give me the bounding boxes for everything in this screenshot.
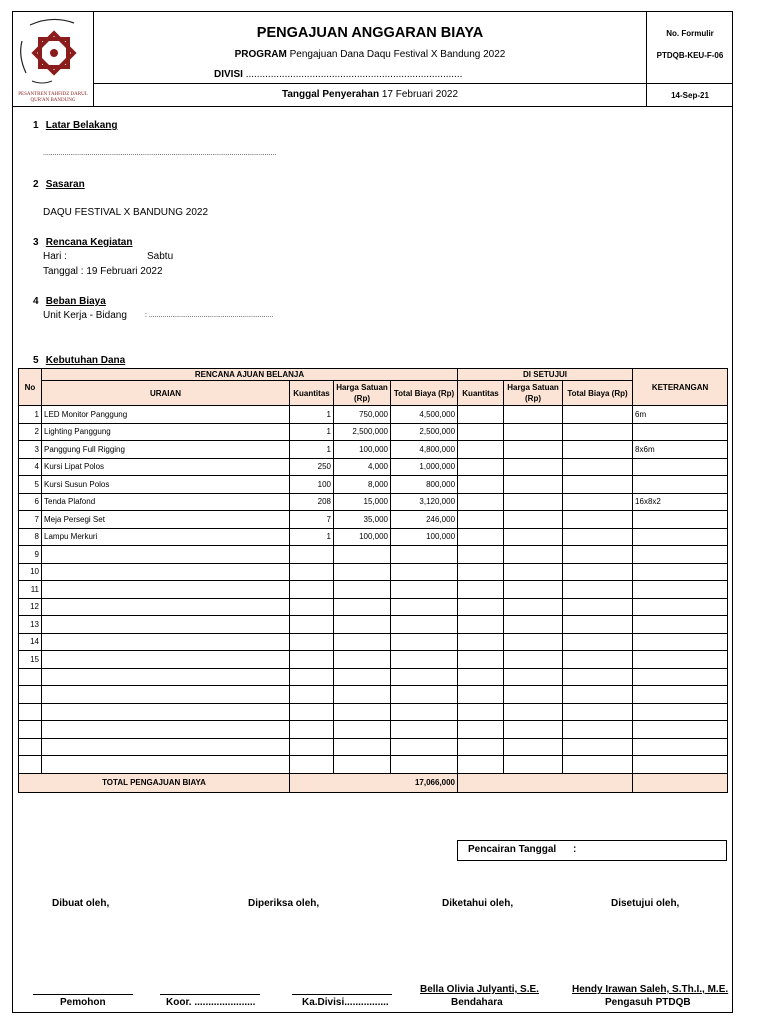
table-row [19, 511, 728, 529]
form-number-box [646, 11, 733, 106]
sig-dibuat: Dibuat oleh, [52, 898, 110, 909]
row-no [19, 721, 42, 739]
row-uraian [42, 703, 290, 721]
divisi-label: DIVISI [214, 69, 243, 80]
row-total [391, 668, 458, 686]
row-kuantitas: 1 [290, 528, 334, 546]
row-harga-setuju[interactable] [504, 441, 563, 459]
row-no: 10 [19, 563, 42, 581]
section-label: Kebutuhan Dana [45, 355, 126, 366]
unit-kerja-label: Unit Kerja - Bidang [43, 310, 127, 321]
row-uraian [42, 616, 290, 634]
row-harga [334, 703, 391, 721]
row-harga [334, 563, 391, 581]
role-bendahara: Bendahara [451, 997, 503, 1008]
table-row [19, 563, 728, 581]
row-harga [334, 598, 391, 616]
row-total-setuju[interactable] [563, 406, 633, 424]
row-keterangan [633, 581, 728, 599]
row-keterangan [633, 423, 728, 441]
row-total-setuju[interactable] [563, 598, 633, 616]
row-keterangan [633, 511, 728, 529]
table-row [19, 581, 728, 599]
row-uraian [42, 563, 290, 581]
row-harga: 4,000 [334, 458, 391, 476]
logo-caption: PESANTREN TAHFIDZ DARUL QUR'AN BANDUNG [18, 92, 88, 103]
total-disetujui[interactable] [458, 773, 633, 792]
table-header-row [19, 369, 728, 381]
row-total-setuju[interactable] [563, 686, 633, 704]
sig-disetujui: Disetujui oleh, [611, 898, 680, 909]
row-harga-setuju[interactable] [504, 598, 563, 616]
header-harga-setuju: Harga Satuan (Rp) [504, 381, 563, 406]
row-uraian [42, 651, 290, 669]
table-row [19, 528, 728, 546]
form-no-divider [647, 83, 733, 84]
tanggal-kegiatan: Tanggal : 19 Februari 2022 [43, 266, 163, 277]
row-harga [334, 721, 391, 739]
row-keterangan [633, 528, 728, 546]
row-uraian [42, 738, 290, 756]
row-keterangan [633, 616, 728, 634]
row-total: 2,500,000 [391, 423, 458, 441]
table-row [19, 738, 728, 756]
row-keterangan [633, 686, 728, 704]
signature-line-kadivisi [292, 994, 392, 995]
section-sasaran [33, 179, 85, 190]
pencairan-box[interactable] [457, 840, 727, 861]
row-kuantitas [290, 686, 334, 704]
row-keterangan [633, 668, 728, 686]
logo-emblem-icon [12, 11, 94, 93]
row-harga-setuju[interactable] [504, 423, 563, 441]
table-row [19, 703, 728, 721]
divisi-line [94, 69, 646, 80]
row-no [19, 668, 42, 686]
signature-line-koor [160, 994, 260, 995]
unit-kerja-value[interactable]: : ................................................................ [145, 312, 274, 319]
header-bottom-border [12, 106, 733, 107]
section-number: 4 [33, 296, 39, 307]
row-keterangan [633, 598, 728, 616]
pengasuh-name: Hendy Irawan Saleh, S.Th.I., M.E. [572, 984, 729, 995]
table-row [19, 756, 728, 774]
row-kuantitas-setuju[interactable] [458, 441, 504, 459]
row-no: 6 [19, 493, 42, 511]
row-kuantitas-setuju[interactable] [458, 458, 504, 476]
row-uraian: Lampu Merkuri [42, 528, 290, 546]
row-total: 1,000,000 [391, 458, 458, 476]
row-harga: 15,000 [334, 493, 391, 511]
row-harga [334, 738, 391, 756]
row-uraian [42, 581, 290, 599]
row-uraian: Kursi Lipat Polos [42, 458, 290, 476]
form-header [12, 11, 733, 106]
row-kuantitas [290, 633, 334, 651]
pencairan-sep: : [572, 844, 577, 855]
row-kuantitas [290, 581, 334, 599]
row-harga-setuju[interactable] [504, 756, 563, 774]
signature-line-pemohon [33, 994, 133, 995]
row-harga [334, 616, 391, 634]
table-row [19, 668, 728, 686]
header-keterangan: KETERANGAN [633, 369, 728, 406]
row-total: 3,120,000 [391, 493, 458, 511]
row-uraian: Meja Persegi Set [42, 511, 290, 529]
row-no: 12 [19, 598, 42, 616]
row-total-setuju[interactable] [563, 651, 633, 669]
row-no: 15 [19, 651, 42, 669]
row-kuantitas-setuju[interactable] [458, 528, 504, 546]
row-keterangan [633, 738, 728, 756]
table-row [19, 546, 728, 564]
row-keterangan [633, 546, 728, 564]
row-kuantitas [290, 668, 334, 686]
table-row [19, 493, 728, 511]
row-total: 4,800,000 [391, 441, 458, 459]
row-kuantitas-setuju[interactable] [458, 616, 504, 634]
row-kuantitas [290, 598, 334, 616]
row-kuantitas [290, 703, 334, 721]
row-total [391, 563, 458, 581]
row-no: 11 [19, 581, 42, 599]
latar-belakang-text[interactable]: ........................................................................................................................ [43, 150, 277, 157]
row-total-setuju[interactable] [563, 721, 633, 739]
row-keterangan [633, 756, 728, 774]
row-total [391, 633, 458, 651]
header-total: Total Biaya (Rp) [391, 381, 458, 406]
row-total [391, 703, 458, 721]
row-no: 7 [19, 511, 42, 529]
table-row [19, 458, 728, 476]
row-uraian [42, 668, 290, 686]
row-total-setuju[interactable] [563, 756, 633, 774]
row-keterangan: 16x8x2 [633, 493, 728, 511]
row-harga-setuju[interactable] [504, 581, 563, 599]
table-row [19, 633, 728, 651]
row-kuantitas: 250 [290, 458, 334, 476]
row-keterangan: 8x6m [633, 441, 728, 459]
row-uraian [42, 546, 290, 564]
row-uraian: Tenda Plafond [42, 493, 290, 511]
row-total-setuju[interactable] [563, 476, 633, 494]
role-pengasuh: Pengasuh PTDQB [605, 997, 691, 1008]
role-koor: Koor. ...................... [166, 997, 256, 1008]
row-no: 4 [19, 458, 42, 476]
row-kuantitas: 208 [290, 493, 334, 511]
role-kadivisi: Ka.Divisi................ [302, 997, 389, 1008]
row-harga: 100,000 [334, 528, 391, 546]
row-keterangan [633, 721, 728, 739]
row-kuantitas: 1 [290, 441, 334, 459]
row-keterangan [633, 563, 728, 581]
table-row [19, 423, 728, 441]
row-harga [334, 581, 391, 599]
row-harga-setuju[interactable] [504, 616, 563, 634]
row-total [391, 738, 458, 756]
row-total [391, 686, 458, 704]
row-kuantitas-setuju[interactable] [458, 756, 504, 774]
row-uraian [42, 686, 290, 704]
row-kuantitas-setuju[interactable] [458, 406, 504, 424]
sig-diketahui: Diketahui oleh, [442, 898, 514, 909]
row-uraian: LED Monitor Panggung [42, 406, 290, 424]
total-keterangan [633, 773, 728, 792]
row-no: 13 [19, 616, 42, 634]
row-total-setuju[interactable] [563, 703, 633, 721]
row-harga-setuju[interactable] [504, 633, 563, 651]
row-kuantitas-setuju[interactable] [458, 423, 504, 441]
row-harga [334, 651, 391, 669]
table-subheader-row [19, 381, 728, 406]
row-kuantitas-setuju[interactable] [458, 581, 504, 599]
row-no: 2 [19, 423, 42, 441]
row-harga [334, 686, 391, 704]
row-kuantitas-setuju[interactable] [458, 546, 504, 564]
tanggal-label: Tanggal Penyerahan [281, 89, 380, 100]
section-rencana-kegiatan [33, 237, 132, 248]
row-total [391, 756, 458, 774]
row-harga-setuju[interactable] [504, 476, 563, 494]
form-title: PENGAJUAN ANGGARAN BIAYA [256, 25, 484, 41]
table-row [19, 441, 728, 459]
row-harga: 2,500,000 [334, 423, 391, 441]
row-total-setuju[interactable] [563, 616, 633, 634]
total-value: 17,066,000 [290, 773, 458, 792]
row-kuantitas-setuju[interactable] [458, 476, 504, 494]
row-kuantitas: 7 [290, 511, 334, 529]
row-keterangan [633, 703, 728, 721]
header-no: No [19, 369, 42, 406]
row-keterangan [633, 458, 728, 476]
row-harga: 35,000 [334, 511, 391, 529]
section-number: 5 [33, 355, 39, 366]
row-harga-setuju[interactable] [504, 458, 563, 476]
row-kuantitas [290, 721, 334, 739]
row-kuantitas [290, 616, 334, 634]
row-no: 14 [19, 633, 42, 651]
role-pemohon: Pemohon [60, 997, 106, 1008]
table-row [19, 721, 728, 739]
logo [12, 11, 94, 106]
row-kuantitas-setuju[interactable] [458, 633, 504, 651]
row-total-setuju[interactable] [563, 563, 633, 581]
row-kuantitas [290, 738, 334, 756]
row-total: 800,000 [391, 476, 458, 494]
hari-label: Hari : [43, 251, 67, 262]
row-harga-setuju[interactable] [504, 703, 563, 721]
row-kuantitas-setuju[interactable] [458, 721, 504, 739]
row-harga-setuju[interactable] [504, 511, 563, 529]
program-value: Pengajuan Dana Daqu Festival X Bandung 2022 [289, 49, 506, 60]
row-kuantitas-setuju[interactable] [458, 651, 504, 669]
row-uraian [42, 756, 290, 774]
row-kuantitas-setuju[interactable] [458, 493, 504, 511]
row-harga-setuju[interactable] [504, 668, 563, 686]
row-total [391, 598, 458, 616]
row-total-setuju[interactable] [563, 668, 633, 686]
row-kuantitas: 1 [290, 406, 334, 424]
row-total [391, 581, 458, 599]
tanggal-line [94, 89, 646, 100]
row-harga [334, 756, 391, 774]
row-kuantitas [290, 563, 334, 581]
row-kuantitas-setuju[interactable] [458, 686, 504, 704]
row-total-setuju[interactable] [563, 528, 633, 546]
header-divider [94, 83, 646, 84]
form-date: 14-Sep-21 [671, 91, 709, 100]
row-uraian [42, 721, 290, 739]
row-kuantitas-setuju[interactable] [458, 703, 504, 721]
pencairan-label: Pencairan Tanggal [468, 844, 557, 855]
row-total-setuju[interactable] [563, 493, 633, 511]
row-uraian [42, 633, 290, 651]
row-kuantitas-setuju[interactable] [458, 598, 504, 616]
row-total: 246,000 [391, 511, 458, 529]
row-kuantitas: 1 [290, 423, 334, 441]
row-harga-setuju[interactable] [504, 721, 563, 739]
row-total-setuju[interactable] [563, 441, 633, 459]
row-total [391, 721, 458, 739]
row-harga [334, 668, 391, 686]
row-kuantitas-setuju[interactable] [458, 668, 504, 686]
row-harga-setuju[interactable] [504, 493, 563, 511]
row-uraian: Panggung Full Rigging [42, 441, 290, 459]
header-kuantitas-setuju: Kuantitas [458, 381, 504, 406]
row-harga-setuju[interactable] [504, 738, 563, 756]
row-no: 1 [19, 406, 42, 424]
row-total-setuju[interactable] [563, 546, 633, 564]
section-beban-biaya [33, 296, 106, 307]
row-kuantitas-setuju[interactable] [458, 563, 504, 581]
section-kebutuhan-dana [33, 355, 125, 366]
row-no [19, 756, 42, 774]
row-kuantitas [290, 651, 334, 669]
row-total-setuju[interactable] [563, 633, 633, 651]
row-no [19, 703, 42, 721]
section-number: 1 [33, 120, 39, 131]
section-label: Rencana Kegiatan [45, 237, 133, 248]
section-number: 2 [33, 179, 39, 190]
row-no: 3 [19, 441, 42, 459]
row-no [19, 686, 42, 704]
table-row [19, 406, 728, 424]
row-harga-setuju[interactable] [504, 686, 563, 704]
bendahara-name: Bella Olivia Julyanti, S.E. [420, 984, 539, 995]
section-latar-belakang [33, 120, 117, 131]
section-label: Beban Biaya [45, 296, 106, 307]
row-uraian: Kursi Susun Polos [42, 476, 290, 494]
row-harga: 100,000 [334, 441, 391, 459]
header-harga: Harga Satuan (Rp) [334, 381, 391, 406]
row-keterangan [633, 476, 728, 494]
row-harga-setuju[interactable] [504, 406, 563, 424]
row-total [391, 651, 458, 669]
total-row [19, 773, 728, 792]
row-total-setuju[interactable] [563, 738, 633, 756]
row-total: 100,000 [391, 528, 458, 546]
row-keterangan [633, 633, 728, 651]
program-label: PROGRAM [234, 49, 287, 60]
row-kuantitas [290, 546, 334, 564]
row-no: 9 [19, 546, 42, 564]
row-kuantitas-setuju[interactable] [458, 511, 504, 529]
table-row [19, 686, 728, 704]
row-harga-setuju[interactable] [504, 651, 563, 669]
table-row [19, 616, 728, 634]
row-total: 4,500,000 [391, 406, 458, 424]
row-total [391, 546, 458, 564]
row-harga: 750,000 [334, 406, 391, 424]
row-harga-setuju[interactable] [504, 563, 563, 581]
form-no-label: No. Formulir [666, 29, 714, 38]
row-total-setuju[interactable] [563, 511, 633, 529]
row-no: 8 [19, 528, 42, 546]
sig-diperiksa: Diperiksa oleh, [248, 898, 320, 909]
program-line [94, 49, 646, 60]
row-harga [334, 546, 391, 564]
table-row [19, 598, 728, 616]
header-kuantitas: Kuantitas [290, 381, 334, 406]
header-rencana: RENCANA AJUAN BELANJA [42, 369, 458, 381]
row-uraian [42, 598, 290, 616]
row-no [19, 738, 42, 756]
row-total-setuju[interactable] [563, 423, 633, 441]
row-total-setuju[interactable] [563, 581, 633, 599]
row-keterangan: 6m [633, 406, 728, 424]
section-label: Sasaran [45, 179, 85, 190]
table-row [19, 651, 728, 669]
hari-value: Sabtu [147, 251, 174, 262]
row-uraian: Lighting Panggung [42, 423, 290, 441]
row-total-setuju[interactable] [563, 458, 633, 476]
row-harga-setuju[interactable] [504, 528, 563, 546]
section-number: 3 [33, 237, 39, 248]
budget-table [18, 368, 728, 793]
row-keterangan [633, 651, 728, 669]
form-no-value: PTDQB-KEU-F-06 [656, 51, 724, 60]
row-harga: 8,000 [334, 476, 391, 494]
row-no: 5 [19, 476, 42, 494]
total-label: TOTAL PENGAJUAN BIAYA [19, 773, 290, 792]
table-row [19, 476, 728, 494]
tanggal-value: 17 Februari 2022 [381, 89, 459, 100]
row-kuantitas-setuju[interactable] [458, 738, 504, 756]
header-disetujui: DI SETUJUI [458, 369, 633, 381]
section-label: Latar Belakang [45, 120, 118, 131]
divisi-value: .............................................................................. [245, 69, 463, 80]
row-total [391, 616, 458, 634]
row-kuantitas [290, 756, 334, 774]
row-harga [334, 633, 391, 651]
sasaran-text: DAQU FESTIVAL X BANDUNG 2022 [43, 207, 209, 218]
row-harga-setuju[interactable] [504, 546, 563, 564]
header-total-setuju: Total Biaya (Rp) [563, 381, 633, 406]
header-uraian: URAIAN [42, 381, 290, 406]
row-kuantitas: 100 [290, 476, 334, 494]
